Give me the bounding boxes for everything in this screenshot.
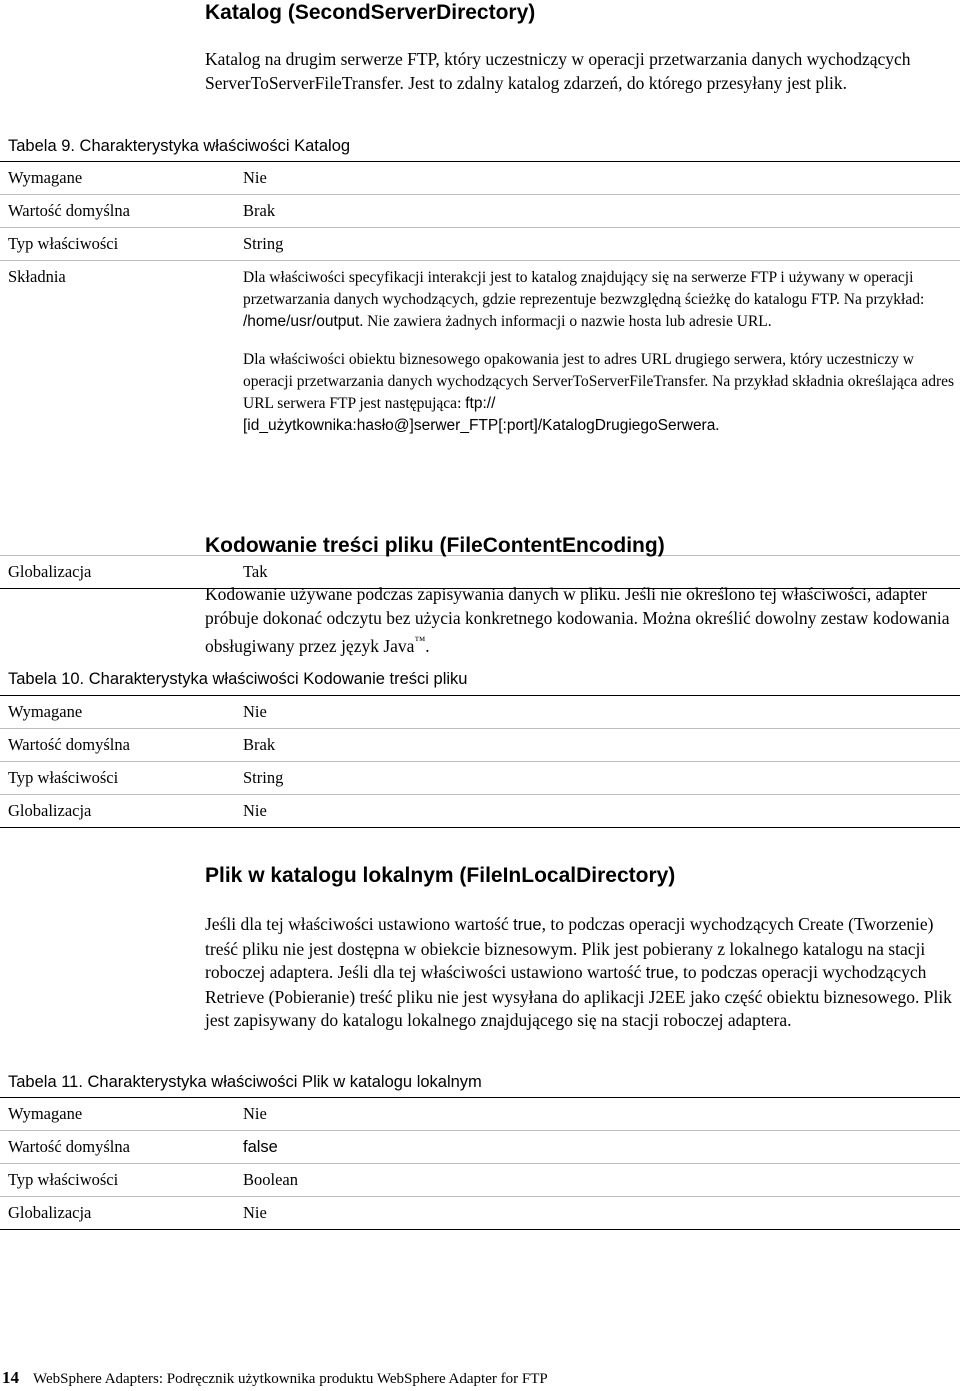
row-value: Tak xyxy=(243,562,268,581)
row-value: String xyxy=(243,768,284,787)
table-row xyxy=(0,1131,960,1164)
row-label: Globalizacja xyxy=(8,562,92,581)
table-caption: Tabela 10. Charakterystyka właściwości Kodowanie treści pliku xyxy=(8,670,468,688)
text-run: . Nie zawiera żadnych informacji o nazwie hosta lub adresie URL. xyxy=(359,313,772,330)
row-label: Globalizacja xyxy=(8,801,92,820)
property-table-file-in-local-directory xyxy=(0,1097,960,1230)
text-run: , to podczas operacji wychodzących Create (Tworzenie) treść pliku nie jest dostępna w obiekcie biznesowym. Plik jest pobierany z lokalnego katalogu na stacji roboczej adaptera. Jeśli dla tej właściwości ustawiono wartość xyxy=(205,914,934,982)
row-label: Typ właściwości xyxy=(8,768,119,787)
row-value: String xyxy=(243,234,284,253)
table-row xyxy=(0,1164,960,1197)
text-run: . xyxy=(715,417,720,434)
section-heading-file-content-encoding: Kodowanie treści pliku (FileContentEncoding) xyxy=(205,534,665,557)
row-label: Wymagane xyxy=(8,702,83,721)
row-label: Wartość domyślna xyxy=(8,1137,130,1156)
table-row xyxy=(0,696,960,729)
table-caption: Tabela 9. Charakterystyka właściwości Katalog xyxy=(8,137,351,155)
table-caption: Tabela 11. Charakterystyka właściwości Plik w katalogu lokalnym xyxy=(8,1073,482,1091)
row-label: Wartość domyślna xyxy=(8,735,130,754)
section-description: Katalog na drugim serwerze FTP, który uczestniczy w operacji przetwarzania danych wychodzących ServerToServerFileTransfer. Jest to zdalny katalog zdarzeń, do którego przesyłany jest plik. xyxy=(205,49,911,93)
row-label: Wymagane xyxy=(8,1104,83,1123)
row-value: Boolean xyxy=(243,1170,298,1189)
syntax-paragraph-interaction-spec xyxy=(243,267,955,333)
value-code: true xyxy=(645,964,675,982)
table-row-syntax xyxy=(0,261,960,556)
section-heading-file-in-local-directory: Plik w katalogu lokalnym (FileInLocalDirectory) xyxy=(205,864,676,887)
text-run: , to podczas operacji wychodzących Retrieve (Pobieranie) treść pliku nie jest wysyłana do aplikacji J2EE jako część obiektu biznesowego. Plik jest zapisywany do katalogu lokalnego znajdującego się na stacji roboczej adaptera. xyxy=(205,962,952,1030)
table-row xyxy=(0,762,960,795)
table-row xyxy=(0,1098,960,1131)
value-code: true xyxy=(513,916,542,934)
row-value: Nie xyxy=(243,1203,267,1222)
example-path-code: /home/usr/output xyxy=(243,313,360,330)
text-run: Jeśli dla tej właściwości ustawiono wartość xyxy=(205,914,514,934)
row-value: Nie xyxy=(243,801,267,820)
row-label: Globalizacja xyxy=(8,1203,92,1222)
section-description xyxy=(205,583,957,659)
table-row xyxy=(0,1197,960,1230)
row-label: Typ właściwości xyxy=(8,234,119,253)
property-table-file-content-encoding xyxy=(0,695,960,828)
table-row xyxy=(0,228,960,261)
footer-text: WebSphere Adapters: Podręcznik użytkownika produktu WebSphere Adapter for FTP xyxy=(33,1371,548,1387)
table-row xyxy=(0,729,960,762)
syntax-paragraph-wrapper-bo xyxy=(243,349,955,437)
row-value: false xyxy=(243,1138,278,1156)
text-run: . xyxy=(425,636,430,656)
table-row xyxy=(0,195,960,228)
row-label: Typ właściwości xyxy=(8,1170,119,1189)
page-footer xyxy=(0,1368,960,1389)
text-run: Kodowanie używane podczas zapisywania danych w pliku. Jeśli nie określono tej właściwości, adapter próbuje dokonać odczytu bez użycia konkretnego kodowania. Można określić dowolny zestaw kodowania obsługiwany przez język Java xyxy=(205,584,950,656)
row-value: Nie xyxy=(243,168,267,187)
table-row xyxy=(0,795,960,828)
property-table-second-server-directory xyxy=(0,161,960,589)
page-number: 14 xyxy=(2,1368,19,1387)
text-run: Dla właściwości obiektu biznesowego opakowania jest to adres URL drugiego serwera, który uczestniczy w operacji przetwarzania danych wychodzących ServerToServerFileTransfer. Na przykład składnia określająca adres URL serwera FTP jest następująca: xyxy=(243,351,955,412)
trademark-symbol: ™ xyxy=(414,635,426,647)
syntax-description xyxy=(243,267,955,437)
table-row xyxy=(0,162,960,195)
example-url-code: ftp://​[id_użytkownika:hasło@]serwer_FTP[:port]/KatalogDrugiegoSerwera xyxy=(243,395,716,434)
row-label: Składnia xyxy=(8,267,66,286)
section-heading-second-server-directory: Katalog (SecondServerDirectory) xyxy=(205,1,536,24)
text-run: Dla właściwości specyfikacji interakcji jest to katalog znajdujący się na serwerze FTP i używany w operacji przetwarzania danych wychodzących, gdzie reprezentuje bezwzględną ścieżkę do katalogu FTP. Na przykład: xyxy=(243,269,925,308)
row-label: Wymagane xyxy=(8,168,83,187)
row-value: Brak xyxy=(243,201,276,220)
row-value: Nie xyxy=(243,702,267,721)
section-description xyxy=(205,913,957,1033)
row-value: Brak xyxy=(243,735,276,754)
row-label: Wartość domyślna xyxy=(8,201,130,220)
row-value: Nie xyxy=(243,1104,267,1123)
